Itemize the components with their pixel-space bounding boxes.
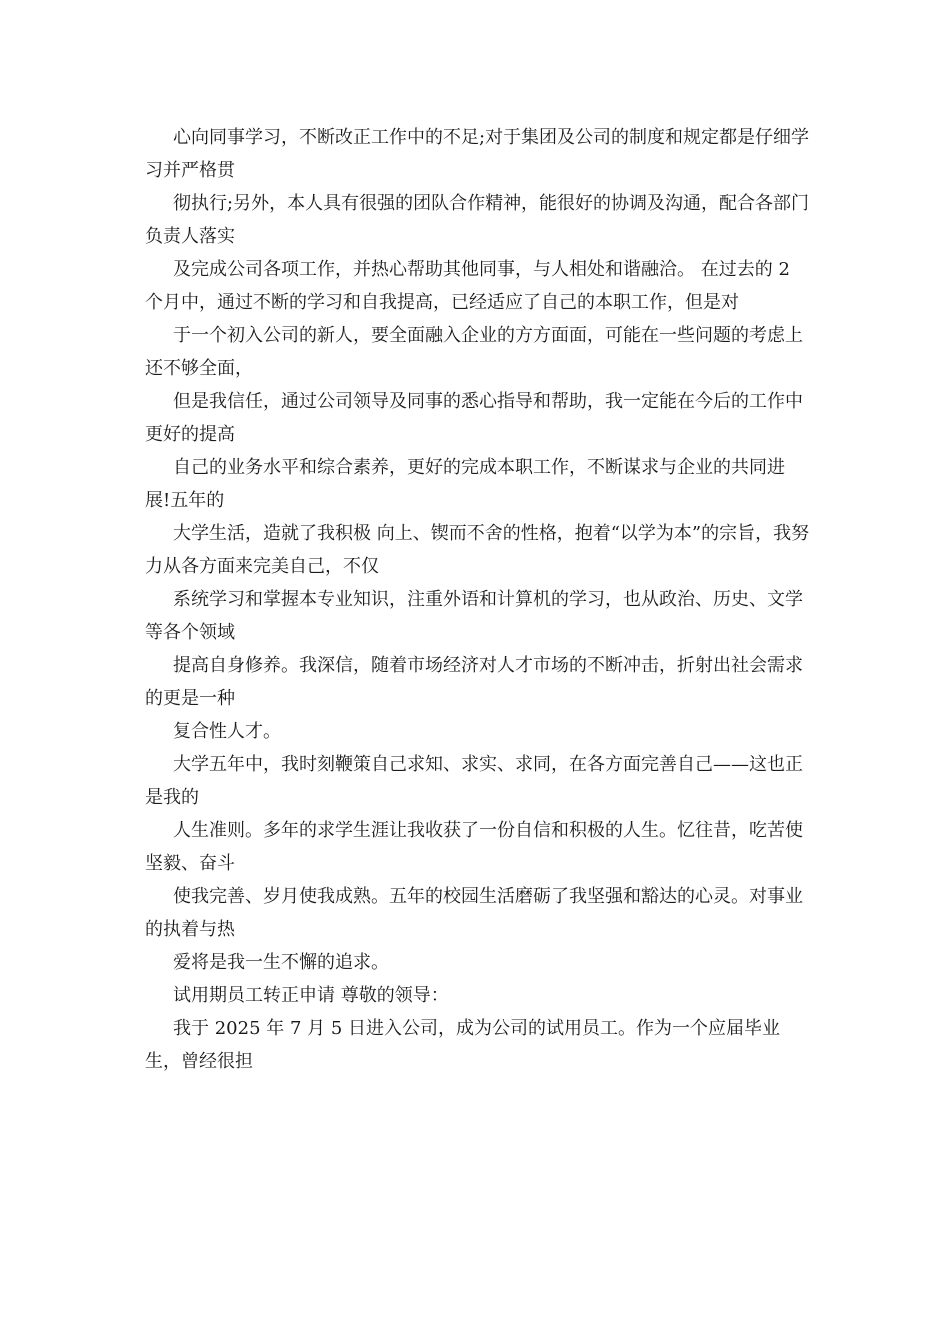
paragraph: 大学生活，造就了我积极 向上、锲而不舍的性格，抱着“以学为本”的宗旨，我努力从各方面来完美自己，不仅 bbox=[145, 523, 810, 577]
paragraph: 自己的业务水平和综合素养，更好的完成本职工作，不断谋求与企业的共同进展!五年的 bbox=[145, 457, 785, 511]
paragraph: 人生准则。多年的求学生涯让我收获了一份自信和积极的人生。忆往昔，吃苦使坚毅、奋斗 bbox=[145, 820, 803, 874]
paragraph: 系统学习和掌握本专业知识，注重外语和计算机的学习，也从政治、历史、文学等各个领域 bbox=[145, 589, 803, 643]
paragraph: 大学五年中，我时刻鞭策自己求知、求实、求同，在各方面完善自己——这也正是我的 bbox=[145, 754, 803, 808]
paragraph: 心向同事学习，不断改正工作中的不足;对于集团及公司的制度和规定都是仔细学习并严格贯 bbox=[145, 127, 810, 181]
paragraph: 使我完善、岁月使我成熟。五年的校园生活磨砺了我坚强和豁达的心灵。对事业的执着与热 bbox=[145, 886, 803, 940]
paragraph: 于一个初入公司的新人，要全面融入企业的方方面面，可能在一些问题的考虑上还不够全面， bbox=[145, 325, 803, 379]
paragraph: 提高自身修养。我深信，随着市场经济对人才市场的不断冲击，折射出社会需求的更是一种 bbox=[145, 655, 803, 709]
document-body bbox=[145, 121, 810, 1078]
section-heading: 试用期员工转正申请 尊敬的领导： bbox=[173, 985, 449, 1006]
paragraph: 及完成公司各项工作，并热心帮助其他同事，与人相处和谐融洽。 在过去的 2 个月中，通过不断的学习和自我提高，已经适应了自己的本职工作，但是对 bbox=[145, 259, 790, 313]
paragraph: 爱将是我一生不懈的追求。 bbox=[173, 952, 389, 973]
paragraph: 但是我信任，通过公司领导及同事的悉心指导和帮助，我一定能在今后的工作中更好的提高 bbox=[145, 391, 803, 445]
paragraph: 我于 2025 年 7 月 5 日进入公司，成为公司的试用员工。作为一个应届毕业生，曾经很担 bbox=[145, 1018, 781, 1072]
paragraph: 彻执行;另外，本人具有很强的团队合作精神，能很好的协调及沟通，配合各部门负责人落实 bbox=[145, 193, 810, 247]
paragraph: 复合性人才。 bbox=[173, 721, 281, 742]
